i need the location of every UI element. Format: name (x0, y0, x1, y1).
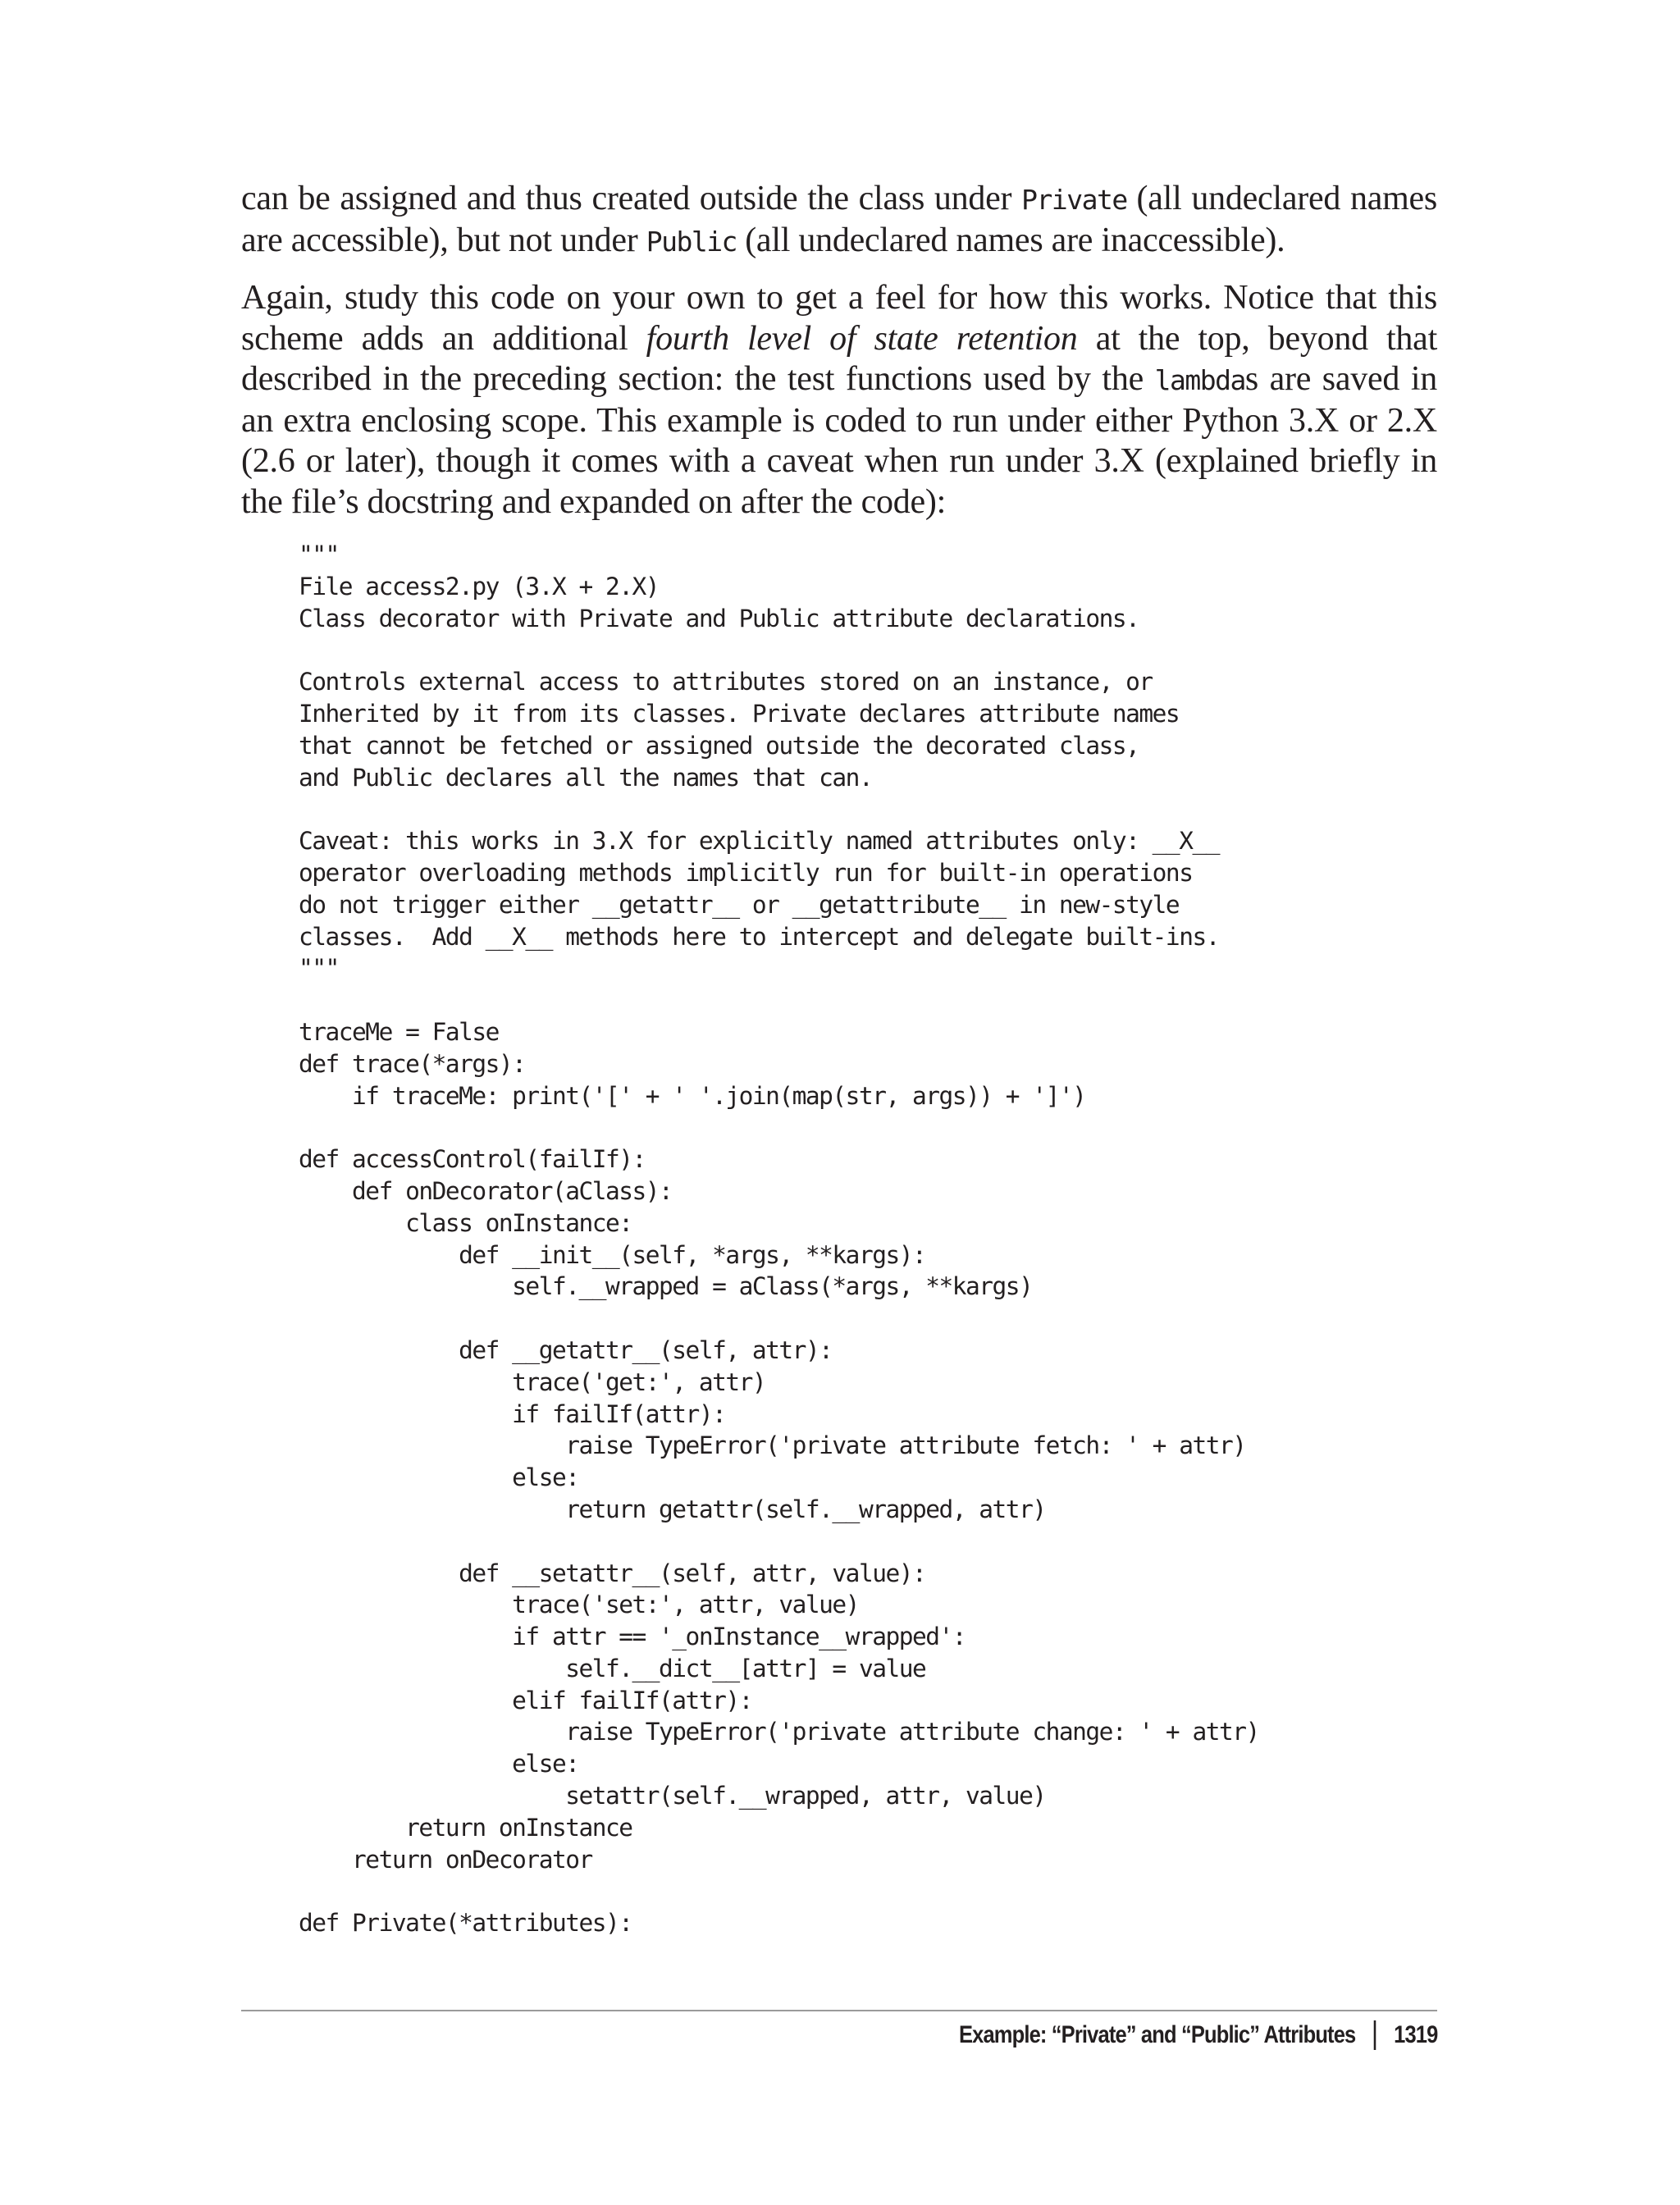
text-run: (all undeclared names are accessible), but not under (241, 180, 1437, 259)
code-line: if traceMe: print('[' + ' '.join(map(str, args)) + ']') (299, 1081, 1086, 1110)
text-run: (all undeclared names are inaccessible). (736, 221, 1285, 259)
footer-divider (241, 2010, 1437, 2011)
footer-section-title: Example: “Private” and “Public” Attributes (958, 2021, 1355, 2048)
code-line: else: (299, 1750, 579, 1778)
footer-separator (1373, 2020, 1376, 2050)
code-line: def __getattr__(self, attr): (299, 1335, 833, 1364)
code-line: def onDecorator(aClass): (299, 1176, 673, 1205)
code-line: and Public declares all the names that can. (299, 763, 873, 792)
inline-code: Private (1021, 184, 1127, 216)
code-line: setattr(self.__wrapped, attr, value) (299, 1782, 1046, 1810)
emphasis-text: fourth level of state retention (646, 319, 1078, 358)
code-line: self.__dict__[attr] = value (299, 1654, 926, 1682)
page-body (241, 179, 1437, 1939)
code-line: """ (299, 954, 339, 983)
code-line: Caveat: this works in 3.X for explicitly named attributes only: __X__ (299, 827, 1219, 856)
code-line: File access2.py (3.X + 2.X) (299, 572, 660, 600)
code-line: def __init__(self, *args, **kargs): (299, 1240, 926, 1269)
code-line: that cannot be fetched or assigned outside the decorated class, (299, 731, 1139, 760)
code-line: def accessControl(failIf): (299, 1145, 646, 1174)
code-line: return onDecorator (299, 1845, 592, 1874)
code-line: """ (299, 541, 339, 568)
code-line: else: (299, 1463, 579, 1492)
inline-code: lambda (1154, 364, 1245, 396)
code-line: class onInstance: (299, 1208, 632, 1237)
page-number: 1319 (1393, 2021, 1437, 2048)
code-line: return getattr(self.__wrapped, attr) (299, 1495, 1046, 1523)
code-line: do not trigger either __getattr__ or __getattribute__ in new-style (299, 890, 1180, 919)
code-line: def trace(*args): (299, 1049, 526, 1078)
code-line: raise TypeError('private attribute fetch: ' + attr) (299, 1431, 1246, 1460)
paragraph-2 (241, 278, 1437, 523)
code-line: traceMe = False (299, 1017, 499, 1046)
inline-code: Public (646, 225, 737, 258)
text-run: Again, study this code on your own to get a feel for how this works. Notice that this scheme adds an additional (241, 279, 1437, 358)
text-run: can be assigned and thus created outside the class under (241, 180, 1022, 217)
code-line: def __setattr__(self, attr, value): (299, 1559, 926, 1587)
paragraph-1 (241, 179, 1437, 262)
code-line: def Private(*attributes): (299, 1909, 632, 1938)
page-footer (959, 2020, 1437, 2050)
code-line: if attr == '_onInstance__wrapped': (299, 1623, 966, 1651)
code-line: raise TypeError('private attribute change: ' + attr) (299, 1718, 1259, 1746)
code-line: Inherited by it from its classes. Private declares attribute names (299, 699, 1180, 728)
code-line: if failIf(attr): (299, 1399, 726, 1428)
text-run: at the top, beyond that described in the preceding section: the test functions used by the (241, 319, 1437, 398)
code-line: return onInstance (299, 1813, 632, 1842)
code-line: Class decorator with Private and Public attribute declarations. (299, 604, 1139, 632)
code-line: trace('get:', attr) (299, 1367, 766, 1396)
code-line: classes. Add __X__ methods here to intercept and delegate built-ins. (299, 922, 1219, 951)
code-listing (241, 539, 1437, 1939)
code-line: operator overloading methods implicitly run for built-in operations (299, 858, 1193, 887)
code-line: elif failIf(attr): (299, 1686, 752, 1714)
text-run: s are saved in an extra enclosing scope. This example is coded to run under either Python 3.X or 2.X (2.6 or later), though it comes with a caveat when run under 3.X (explained briefly in the file’s docstring and expanded on after the code): (241, 360, 1437, 521)
code-line: trace('set:', attr, value) (299, 1591, 859, 1619)
code-line: Controls external access to attributes stored on an instance, or (299, 668, 1153, 696)
code-line: self.__wrapped = aClass(*args, **kargs) (299, 1272, 1033, 1301)
